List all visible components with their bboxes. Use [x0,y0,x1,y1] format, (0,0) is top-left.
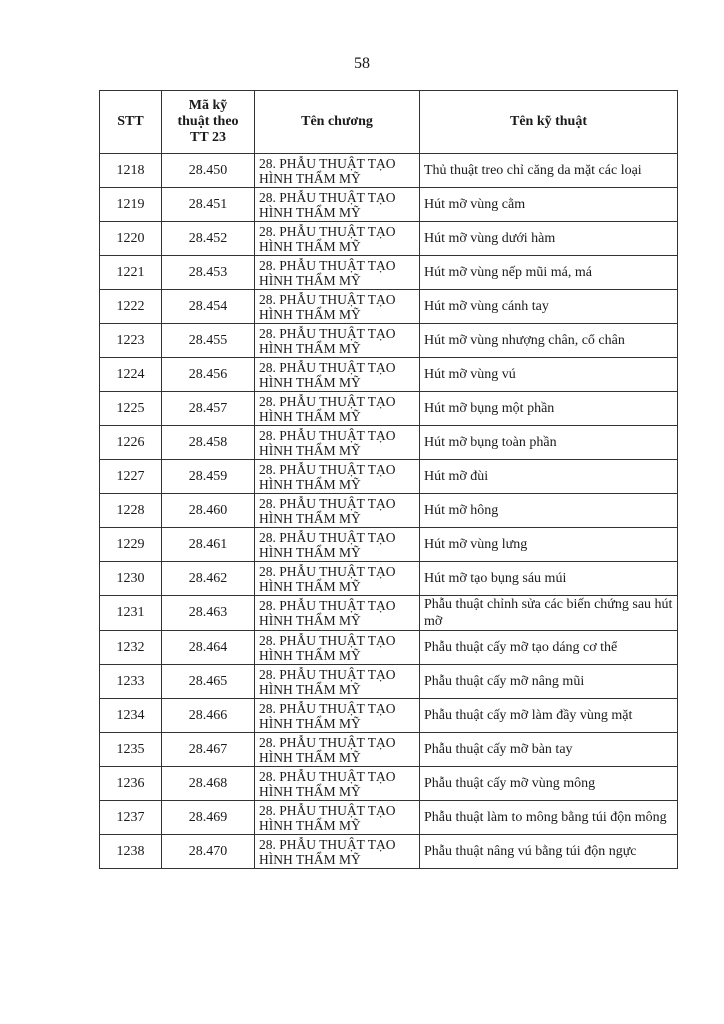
cell-stt: 1218 [100,154,162,188]
table-row [100,767,678,801]
cell-ma-ky-thuat: 28.457 [162,392,255,426]
cell-ma-ky-thuat: 28.455 [162,324,255,358]
cell-ten-ky-thuat: Hút mỡ vùng cằm [420,188,678,222]
header-ma-line1: Mã kỹ [188,98,228,113]
cell-ten-ky-thuat: Hút mỡ đùi [420,460,678,494]
cell-ten-ky-thuat: Hút mỡ vùng lưng [420,528,678,562]
header-ma-line3: TT 23 [190,130,226,145]
header-ma-line2: thuật theo [177,114,239,129]
table-row [100,358,678,392]
cell-ten-ky-thuat: Hút mỡ vùng cánh tay [420,290,678,324]
cell-stt: 1229 [100,528,162,562]
cell-ten-ky-thuat: Hút mỡ vùng nhượng chân, cổ chân [420,324,678,358]
cell-stt: 1225 [100,392,162,426]
cell-ten-chuong: 28. PHẪU THUẬT TẠO HÌNH THẨM MỸ [255,154,420,188]
table-row [100,494,678,528]
table-row [100,256,678,290]
cell-ten-chuong: 28. PHẪU THUẬT TẠO HÌNH THẨM MỸ [255,528,420,562]
cell-ten-chuong: 28. PHẪU THUẬT TẠO HÌNH THẨM MỸ [255,835,420,869]
cell-ten-ky-thuat: Hút mỡ vùng nếp mũi má, má [420,256,678,290]
cell-ten-chuong: 28. PHẪU THUẬT TẠO HÌNH THẨM MỸ [255,324,420,358]
cell-ten-chuong: 28. PHẪU THUẬT TẠO HÌNH THẨM MỸ [255,699,420,733]
cell-ten-ky-thuat: Hút mỡ tạo bụng sáu múi [420,562,678,596]
cell-stt: 1224 [100,358,162,392]
cell-ten-chuong: 28. PHẪU THUẬT TẠO HÌNH THẨM MỸ [255,188,420,222]
cell-stt: 1233 [100,665,162,699]
cell-ten-chuong: 28. PHẪU THUẬT TẠO HÌNH THẨM MỸ [255,290,420,324]
header-stt: STT [100,91,162,154]
cell-ten-ky-thuat: Phẫu thuật cấy mỡ tạo dáng cơ thể [420,631,678,665]
table-row [100,801,678,835]
cell-ma-ky-thuat: 28.460 [162,494,255,528]
cell-ten-ky-thuat: Hút mỡ vùng dưới hàm [420,222,678,256]
cell-stt: 1223 [100,324,162,358]
table-row [100,596,678,631]
cell-ten-ky-thuat: Phẫu thuật nâng vú bằng túi độn ngực [420,835,678,869]
cell-stt: 1234 [100,699,162,733]
table-row [100,460,678,494]
table-row [100,154,678,188]
table-row [100,290,678,324]
cell-stt: 1228 [100,494,162,528]
cell-ma-ky-thuat: 28.467 [162,733,255,767]
cell-ten-chuong: 28. PHẪU THUẬT TẠO HÌNH THẨM MỸ [255,494,420,528]
cell-ten-ky-thuat: Phẫu thuật cấy mỡ nâng mũi [420,665,678,699]
table-row [100,222,678,256]
cell-ten-ky-thuat: Phẫu thuật chỉnh sửa các biến chứng sau hút mỡ [420,596,678,631]
table-row [100,528,678,562]
table-row [100,188,678,222]
table-row [100,835,678,869]
cell-ten-chuong: 28. PHẪU THUẬT TẠO HÌNH THẨM MỸ [255,358,420,392]
cell-stt: 1221 [100,256,162,290]
cell-ten-ky-thuat: Thủ thuật treo chỉ căng da mặt các loại [420,154,678,188]
cell-ma-ky-thuat: 28.456 [162,358,255,392]
cell-stt: 1232 [100,631,162,665]
cell-stt: 1238 [100,835,162,869]
table-row [100,733,678,767]
technique-table [99,90,678,869]
table-row [100,665,678,699]
cell-stt: 1227 [100,460,162,494]
cell-ma-ky-thuat: 28.450 [162,154,255,188]
cell-ma-ky-thuat: 28.468 [162,767,255,801]
cell-ma-ky-thuat: 28.462 [162,562,255,596]
cell-ten-chuong: 28. PHẪU THUẬT TẠO HÌNH THẨM MỸ [255,460,420,494]
table-body [100,154,678,869]
table-row [100,631,678,665]
cell-ma-ky-thuat: 28.453 [162,256,255,290]
cell-stt: 1231 [100,596,162,631]
cell-ten-ky-thuat: Hút mỡ bụng một phần [420,392,678,426]
cell-ma-ky-thuat: 28.464 [162,631,255,665]
cell-ma-ky-thuat: 28.463 [162,596,255,631]
cell-stt: 1230 [100,562,162,596]
cell-stt: 1219 [100,188,162,222]
cell-stt: 1235 [100,733,162,767]
cell-ten-chuong: 28. PHẪU THUẬT TẠO HÌNH THẨM MỸ [255,801,420,835]
cell-ten-chuong: 28. PHẪU THUẬT TẠO HÌNH THẨM MỸ [255,256,420,290]
cell-ten-chuong: 28. PHẪU THUẬT TẠO HÌNH THẨM MỸ [255,631,420,665]
table-row [100,324,678,358]
cell-stt: 1220 [100,222,162,256]
cell-ten-ky-thuat: Hút mỡ hông [420,494,678,528]
header-ten-chuong: Tên chương [255,91,420,154]
cell-ten-chuong: 28. PHẪU THUẬT TẠO HÌNH THẨM MỸ [255,665,420,699]
cell-stt: 1237 [100,801,162,835]
cell-ten-ky-thuat: Phẫu thuật làm to mông bằng túi độn mông [420,801,678,835]
header-row [100,91,678,154]
table-header [100,91,678,154]
cell-ma-ky-thuat: 28.465 [162,665,255,699]
cell-ten-ky-thuat: Phẫu thuật cấy mỡ vùng mông [420,767,678,801]
cell-ten-ky-thuat: Phẫu thuật cấy mỡ bàn tay [420,733,678,767]
table-row [100,426,678,460]
cell-ma-ky-thuat: 28.459 [162,460,255,494]
cell-ten-ky-thuat: Hút mỡ vùng vú [420,358,678,392]
cell-ma-ky-thuat: 28.458 [162,426,255,460]
cell-ten-chuong: 28. PHẪU THUẬT TẠO HÌNH THẨM MỸ [255,222,420,256]
cell-ten-chuong: 28. PHẪU THUẬT TẠO HÌNH THẨM MỸ [255,596,420,631]
cell-ma-ky-thuat: 28.470 [162,835,255,869]
cell-ma-ky-thuat: 28.452 [162,222,255,256]
cell-ten-chuong: 28. PHẪU THUẬT TẠO HÌNH THẨM MỸ [255,733,420,767]
table-row [100,699,678,733]
cell-ten-chuong: 28. PHẪU THUẬT TẠO HÌNH THẨM MỸ [255,426,420,460]
cell-ten-ky-thuat: Phẫu thuật cấy mỡ làm đầy vùng mặt [420,699,678,733]
cell-ma-ky-thuat: 28.451 [162,188,255,222]
cell-ten-chuong: 28. PHẪU THUẬT TẠO HÌNH THẨM MỸ [255,562,420,596]
cell-ten-ky-thuat: Hút mỡ bụng toàn phần [420,426,678,460]
cell-ten-chuong: 28. PHẪU THUẬT TẠO HÌNH THẨM MỸ [255,392,420,426]
page-number: 58 [354,55,370,72]
table-row [100,392,678,426]
cell-ma-ky-thuat: 28.454 [162,290,255,324]
header-ten-ky-thuat: Tên kỹ thuật [420,91,678,154]
cell-ma-ky-thuat: 28.461 [162,528,255,562]
header-ma-ky-thuat [162,91,255,154]
cell-stt: 1226 [100,426,162,460]
cell-stt: 1222 [100,290,162,324]
table-row [100,562,678,596]
cell-stt: 1236 [100,767,162,801]
cell-ten-chuong: 28. PHẪU THUẬT TẠO HÌNH THẨM MỸ [255,767,420,801]
cell-ma-ky-thuat: 28.469 [162,801,255,835]
cell-ma-ky-thuat: 28.466 [162,699,255,733]
